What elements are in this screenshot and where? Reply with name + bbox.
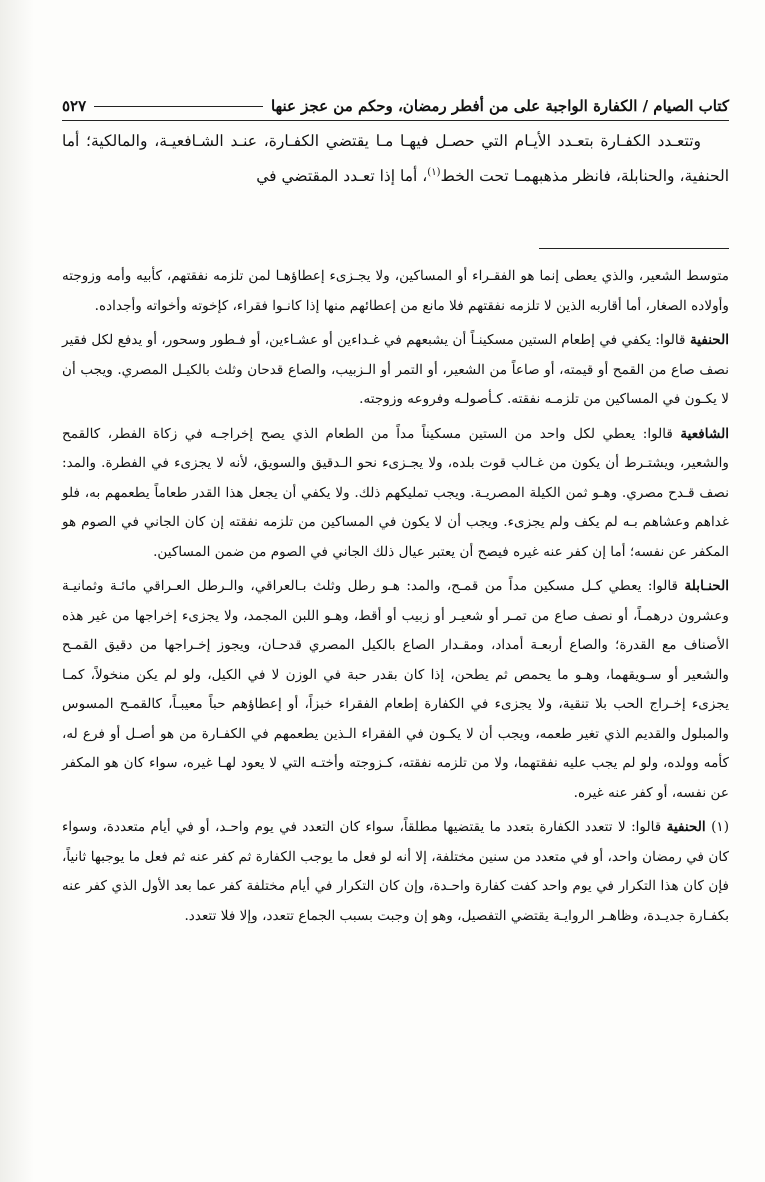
madhhab-label: الحنفية	[666, 819, 706, 835]
footnote-paragraph	[62, 262, 729, 321]
madhhab-label: الشافعية	[680, 425, 729, 442]
main-text	[62, 126, 729, 192]
footnote-text: قالوا: يعطي كـل مسكين مداً من قمـح، والمد: هـو رطل وثلث بـالعراقي، والـرطل العـراقي مائـة وثمانيـة وعشرون درهمـاً، أو نصف صاع من تمـر أو شعيـر أو زبيب أو أقط، وهـو اللبن المجمد، ولا يجزىء إخراجها من غير هذه الأصناف مع القدرة؛ والصاع أربعـة أمداد، ومقـدار الصاع بالكيل المصري قدحـان، ويجوز إخـراجها من دقيق القمـح والشعير أو سـويقهما، وهـو ما يحمص ثم يطحن، إذا كان بقدر حبة في الوزن لا في الكيل، ولو لم يكن منخولاً، كمـا يجزىء إخـراج الحب بلا تنقية، ولا يجزىء في الكفارة إطعام الفقراء خبزاً، أو إعطاؤهم حباً معيبـاً، كالقمـح المسوس والمبلول والقديم الذي تغير طعمه، ويجب أن لا يكـون في الفقراء الـذين يطعمهم في الكفـارة من هو أصـل أو فرع له، كأمه وولده، ولو لم يجب عليه نفقتهما، ولا من تلزمه نفقته، كـزوجته وأختـه التي لا يعود لهـا غيره، سواء كان هو المكفر عن نفسه، أو كفر عنه غيره.	[62, 578, 729, 801]
main-line-2b: ، أما إذا تعـدد المقتضي في	[256, 167, 428, 186]
footnote-ref[interactable]: (١)	[427, 167, 441, 178]
footnote-number: (١)	[711, 819, 729, 835]
scan-edge-shadow	[0, 0, 34, 1182]
madhhab-label: الحنفية	[689, 332, 729, 348]
header-title: كتاب الصيام / الكفارة الواجبة على من أفطر رمضان، وحكم من عجز عنها	[270, 97, 729, 115]
madhhab-label: الحنـابلة	[684, 578, 729, 594]
main-line-2a: والمالكية؛ أما الحنفية، والحنابلة، فانظر مذهبهمـا تحت الخط	[62, 132, 729, 186]
footnote-text: قالوا: يعطي لكل واحد من الستين مسكيناً مداً من الطعام الذي يصح إخراجـه في زكاة الفطر، كالقمح والشعير، ويشتـرط أن يكون من غـالب قوت بلده، ولا يجـزىء نحو الـدقيق والسويق، لأنه لا يجزىء في الفطرة. والمد: نصف قـدح مصري. وهـو ثمن الكيلة المصريـة. ويجب تمليكهم ذلك. ولا يكفي أن يجعل هذا القدر طعاماً يطعمهم به، فلو غداهم وعشاهم بـه لم يكف ولم يجزىء. ويجب أن لا يكون في المساكين من تلزمه نفقته إن كان الجاني في الصوم هو المكفر عن نفسه؛ أما إن كفر عنه غيره فيصح أن يعتبر عيال ذلك الجاني في الصوم من ضمن المساكين.	[62, 425, 729, 560]
footnote-paragraph	[62, 420, 729, 568]
footnote-paragraph	[62, 326, 729, 415]
main-paragraph	[62, 126, 729, 192]
footnote-text: قالوا: يكفي في إطعام الستين مسكينـاً أن يشبعهم في غـداءين أو عشـاءين، أو فـطور وسحور، أو يدفع لكل فقير نصف صاع من القمح أو قيمته، أو صاعاً من الشعير، أو التمر أو الـزبيب، والصاع قدحان وثلث بالكيـل المصري. ويجب أن لا يكـون في المساكين من تلزمـه نفقته. كـأصولـه وفروعه وزوجته.	[62, 332, 729, 407]
footnotes	[62, 262, 729, 936]
footnote-text: قالوا: لا تتعدد الكفارة بتعدد ما يقتضيها مطلقاً، سواء كان التعدد في يوم واحـد، أو في أيام متعددة، وسواء كان في رمضان واحد، أو في متعدد من سنين مختلفة، إلا أنه لو فعل ما يوجب الكفارة ثم كفر عنه ثم فعل ما يوجبها ثانياً، فإن كان هذا التكرار في يوم واحد كفت كفارة واحـدة، وإن كان التكرار في أيام مختلفة كفر عما بعد الأول الذي كفر عنه بكفـارة جديـدة، وظاهـر الروايـة يقتضي التفصيل، وهو إن وجبت بسبب الجماع تتعدد، وإلا فلا تتعدد.	[62, 819, 729, 924]
footnote-paragraph	[62, 572, 729, 808]
footnote-text: متوسط الشعير، والذي يعطى إنما هو الفقـراء أو المساكين، ولا يجـزىء إعطاؤهـا لمن تلزمه نفقتهم، كأبيه وأمه وزوجته وأولاده الصغار، أما أقاربه الذين لا تلزمه نفقتهم فلا مانع من إعطائهم منها إذا كانـوا فقراء، كإخوته وأخواته وأجداده.	[62, 268, 729, 314]
footnote-separator	[539, 248, 729, 249]
page-number: ٥٢٧	[62, 97, 87, 115]
footnote-paragraph	[62, 813, 729, 931]
header-rule	[94, 106, 263, 107]
running-header	[62, 92, 729, 121]
main-line-1: وتتعـدد الكفـارة بتعـدد الأيـام التي حصـل فيهـا مـا يقتضي الكفـارة، عنـد الشـافعيـة،	[154, 132, 701, 150]
